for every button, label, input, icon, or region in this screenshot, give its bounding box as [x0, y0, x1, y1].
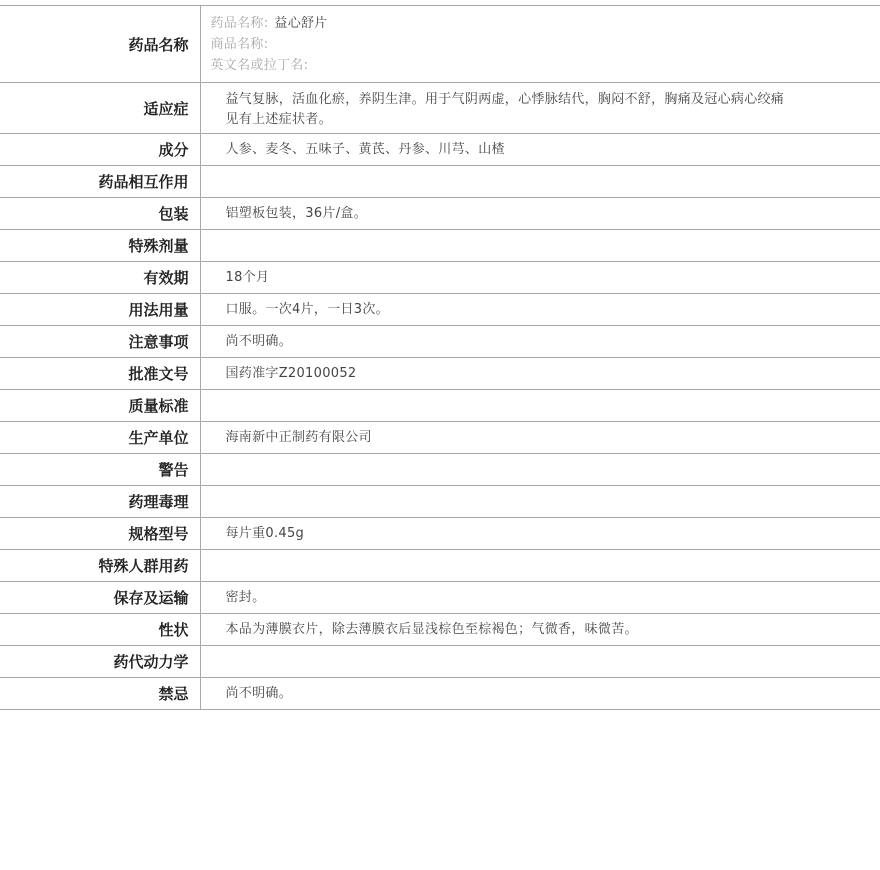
drug-names-cell	[200, 6, 880, 83]
table-row-pharmacology	[0, 486, 880, 518]
row-label: 用法用量	[0, 294, 200, 326]
row-label: 生产单位	[0, 422, 200, 454]
row-label: 批准文号	[0, 358, 200, 390]
table-row-drug-name	[0, 6, 880, 83]
trade-name-key: 商品名称:	[210, 36, 269, 52]
row-label: 成分	[0, 134, 200, 166]
table-row-dosage	[0, 294, 880, 326]
row-value: 本品为薄膜衣片，除去薄膜衣后显浅棕色至棕褐色；气微香，味微苦。	[200, 614, 880, 646]
table-row-storage	[0, 582, 880, 614]
row-label: 性状	[0, 614, 200, 646]
row-label: 特殊人群用药	[0, 550, 200, 582]
row-label: 适应症	[0, 83, 200, 134]
row-value	[200, 390, 880, 422]
row-label: 禁忌	[0, 678, 200, 710]
row-value	[200, 550, 880, 582]
table-row-special-populations	[0, 550, 880, 582]
row-label: 包装	[0, 198, 200, 230]
row-value	[200, 230, 880, 262]
table-row-pharmacokinetics	[0, 646, 880, 678]
latin-name-line	[211, 55, 791, 76]
row-value: 尚不明确。	[200, 678, 880, 710]
latin-name-key: 英文名或拉丁名:	[210, 57, 309, 73]
table-row-indications	[0, 83, 880, 134]
table-row-manufacturer	[0, 422, 880, 454]
row-label: 警告	[0, 454, 200, 486]
row-value: 国药准字Z20100052	[200, 358, 880, 390]
row-value: 18个月	[200, 262, 880, 294]
table-row-interactions	[0, 166, 880, 198]
table-row-description	[0, 614, 880, 646]
row-label: 药品名称	[0, 6, 200, 83]
row-value	[200, 166, 880, 198]
row-value: 密封。	[200, 582, 880, 614]
row-value: 尚不明确。	[200, 326, 880, 358]
drug-name-line	[211, 13, 791, 34]
row-label: 质量标准	[0, 390, 200, 422]
row-label: 特殊剂量	[0, 230, 200, 262]
row-label: 保存及运输	[0, 582, 200, 614]
row-value: 每片重0.45g	[200, 518, 880, 550]
table-row-contraindications	[0, 678, 880, 710]
trade-name-line	[211, 34, 791, 55]
table-row-packaging	[0, 198, 880, 230]
row-label: 规格型号	[0, 518, 200, 550]
row-value	[200, 646, 880, 678]
row-value: 海南新中正制药有限公司	[200, 422, 880, 454]
table-row-approval-number	[0, 358, 880, 390]
row-value: 人参、麦冬、五味子、黄芪、丹参、川芎、山楂	[200, 134, 880, 166]
row-value	[200, 454, 880, 486]
table-row-specification	[0, 518, 880, 550]
row-label: 药品相互作用	[0, 166, 200, 198]
row-label: 注意事项	[0, 326, 200, 358]
table-row-warning	[0, 454, 880, 486]
table-row-ingredients	[0, 134, 880, 166]
table-row-precautions	[0, 326, 880, 358]
row-value	[200, 486, 880, 518]
table-row-quality-standard	[0, 390, 880, 422]
drug-name-value: 益心舒片	[274, 15, 328, 31]
table-row-shelf-life	[0, 262, 880, 294]
row-label: 药理毒理	[0, 486, 200, 518]
row-value: 益气复脉，活血化瘀，养阴生津。用于气阴两虚，心悸脉结代，胸闷不舒，胸痛及冠心病心绞痛见有上述症状者。	[200, 83, 880, 134]
drug-name-key: 药品名称:	[210, 15, 269, 31]
row-label: 有效期	[0, 262, 200, 294]
row-value: 铝塑板包装，36片/盒。	[200, 198, 880, 230]
row-label: 药代动力学	[0, 646, 200, 678]
row-value: 口服。一次4片，一日3次。	[200, 294, 880, 326]
table-row-special-dosage	[0, 230, 880, 262]
drug-info-table	[0, 5, 880, 710]
